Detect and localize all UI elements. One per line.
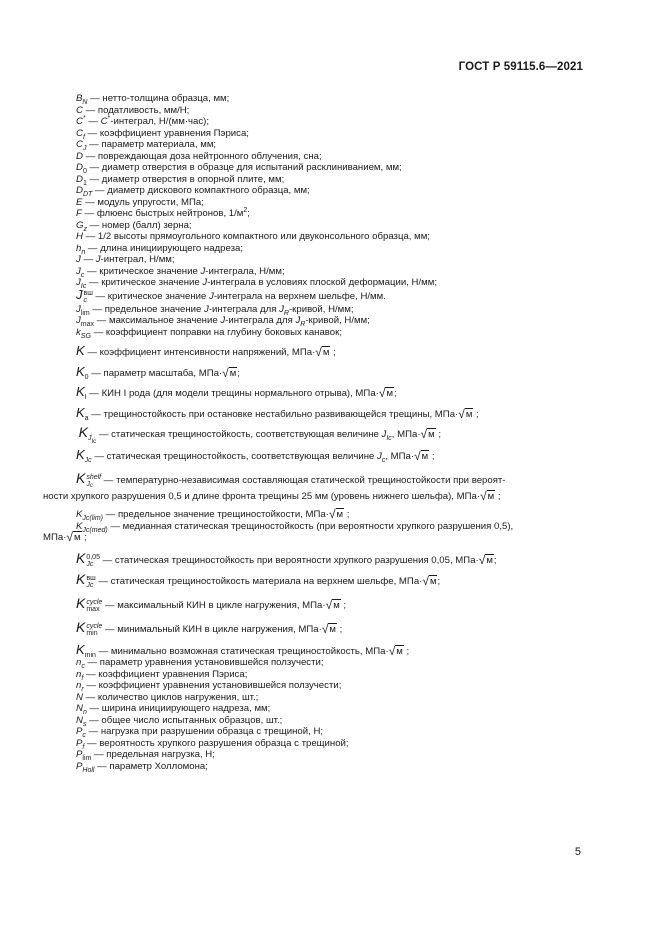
sqrt-m: √м xyxy=(378,386,393,400)
list-item: J — J-интеграл, Н/мм; xyxy=(76,254,175,265)
list-item: $n_c$ — параметр уравнения установившейся ползучести; xyxy=(76,657,324,670)
sqrt-m: √м xyxy=(222,365,237,380)
list-item-continuation: МПа·√м ; xyxy=(43,530,87,544)
list-item: $P_{Holl}$ — параметр Холломона; xyxy=(76,760,208,774)
sqrt-m: √м xyxy=(66,530,81,544)
list-item: $P_f$ — вероятность хрупкого разрушения образца с трещиной; xyxy=(76,737,349,751)
list-item: $D_1$ — диаметр отверстия в опорной плите, мм; xyxy=(76,173,285,187)
list-item: $n_f$ — коэффициент уравнения Пэриса; xyxy=(76,668,248,682)
page-number: 5 xyxy=(574,846,581,858)
list-item: $B_N$ — нетто-толщина образца, мм; xyxy=(76,93,230,106)
list-item: $n_r$ — коэффициент уравнения установившейся ползучести; xyxy=(76,680,342,693)
list-item: $P_{lim}$ — предельная нагрузка, Н; xyxy=(76,749,215,762)
list-item: C — податливость, мм/Н; xyxy=(76,104,190,116)
list-item: K cycle max — максимальный КИН в цикле нагружения, МПа·√м ; xyxy=(76,594,347,613)
list-item: N — количество циклов нагружения, шт.; xyxy=(76,691,259,703)
symbol-list xyxy=(43,93,596,774)
sqrt-m: √м xyxy=(458,406,473,421)
list-item: K вш Jc — статическая трещиностойкость материала на верхнем шельфе, МПа·√м; xyxy=(76,570,441,589)
list-item: $K_{Jc(lim)}$ — предельное значение трещиностойкости, МПа·√м ; xyxy=(76,507,350,522)
list-item: $C_J$ — параметр материала, мм; xyxy=(76,139,217,152)
sqrt-m: √м xyxy=(321,621,336,636)
list-item: $k_{SG}$ — коэффициент поправки на глубину боковых канавок; xyxy=(76,326,342,340)
list-item: D — повреждающая доза нейтронного облучения, сна; xyxy=(76,150,322,162)
list-item: $J_{lim}$ — предельное значение J-интеграла для $J_R$-кривой, Н/мм; xyxy=(76,303,354,317)
list-item: $K_{Jc}$ — статическая трещиностойкость, соответствующая величине $J_c$, МПа·√м ; xyxy=(76,447,435,464)
sqrt-m: √м xyxy=(478,552,493,567)
document-header: ГОСТ Р 59115.6—2021 xyxy=(458,61,583,73)
list-item: $J_{Ic}$ — критическое значение J-интеграла в условиях плоской деформации, Н/мм; xyxy=(76,277,437,290)
sqrt-m: √м xyxy=(420,427,435,441)
sqrt-m: √м xyxy=(315,345,330,359)
list-item: $K_I$ — КИН I рода (для модели трещины нормального отрыва), МПа·√м; xyxy=(76,384,397,401)
list-item: $N_s$ — общее число испытанных образцов, шт.; xyxy=(76,714,283,728)
sqrt-m: √м xyxy=(328,507,344,521)
list-item: $D_{DT}$ — диаметр дискового компактного образца, мм; xyxy=(76,185,310,198)
list-item: $C_f$ — коэффициент уравнения Пэриса; xyxy=(76,127,249,141)
list-item: K 0,05 Jc — статическая трещиностойкость при вероятности хрупкого разрушения 0,05, МПа·√м; xyxy=(76,549,497,568)
list-item: $K_{Jc(med)}$ — медианная статическая трещиностойкость (при вероятности хрупкого разрушения 0,5), xyxy=(76,520,514,534)
list-item: K cycle min — минимальный КИН в цикле нагружения, МПа·√м ; xyxy=(76,618,343,637)
list-item: F — флюенс быстрых нейтронов, $1/м^2$; xyxy=(76,207,250,219)
sqrt-m: √м xyxy=(388,643,403,658)
list-item: $D_0$ — диаметр отверстия в образце для испытаний расклиниванием, мм; xyxy=(76,162,402,175)
sqrt-m: √м xyxy=(414,449,429,463)
list-item: H — 1/2 высоты прямоугольного компактного или двуконсольного образца, мм; xyxy=(76,231,430,242)
list-item: E — модуль упругости, МПа; xyxy=(76,196,204,208)
list-item: $K_{min}$ — минимально возможная статическая трещиностойкость, МПа·√м ; xyxy=(76,641,410,659)
list-item: K shelf $J_c$ — температурно-независимая составляющая статической трещиностойкости при вероят- xyxy=(76,469,506,489)
list-item: J вш c — критическое значение J-интеграла на верхнем шельфе, Н/мм. xyxy=(76,286,386,304)
list-item-continuation: ности хрупкого разрушения 0,5 и длине фронта трещины 25 мм (уровень нижнего шельфа), МПа·√м ; xyxy=(43,488,501,503)
list-item: C* — C*-интеграл, Н/(мм·час); xyxy=(76,115,210,127)
list-item: $K_a$ — трещиностойкость при остановке нестабильно развивающейся трещины, МПа·√м ; xyxy=(76,404,479,422)
list-item: $J_c$ — критическое значение J-интеграла, Н/мм; xyxy=(76,265,285,279)
list-item: $N_n$ — ширина инициирующего надреза, мм; xyxy=(76,703,271,716)
list-item: $G_z$ — номер (балл) зерна; xyxy=(76,219,192,233)
sqrt-m: √м xyxy=(325,597,340,612)
list-item: $h_n$ — длина инициирующего надреза; xyxy=(76,242,243,256)
list-item: K — коэффициент интенсивности напряжений, МПа·√м ; xyxy=(76,343,336,359)
list-item: $K_0$ — параметр масштаба, МПа·√м; xyxy=(76,363,240,381)
list-item: $J_{max}$ — максимальное значение J-интеграла для $J_R$-кривой, Н/мм; xyxy=(76,315,370,328)
list-item: $P_c$ — нагрузка при разрушении образца с трещиной, Н; xyxy=(76,726,324,739)
sqrt-m: √м xyxy=(480,488,495,503)
list-item: $K_{J_{Ic}}$ — статическая трещиностойкость, соответствующая величине $J_{Ic}$, МПа·√м ; xyxy=(78,424,442,445)
sqrt-m: √м xyxy=(422,573,437,588)
